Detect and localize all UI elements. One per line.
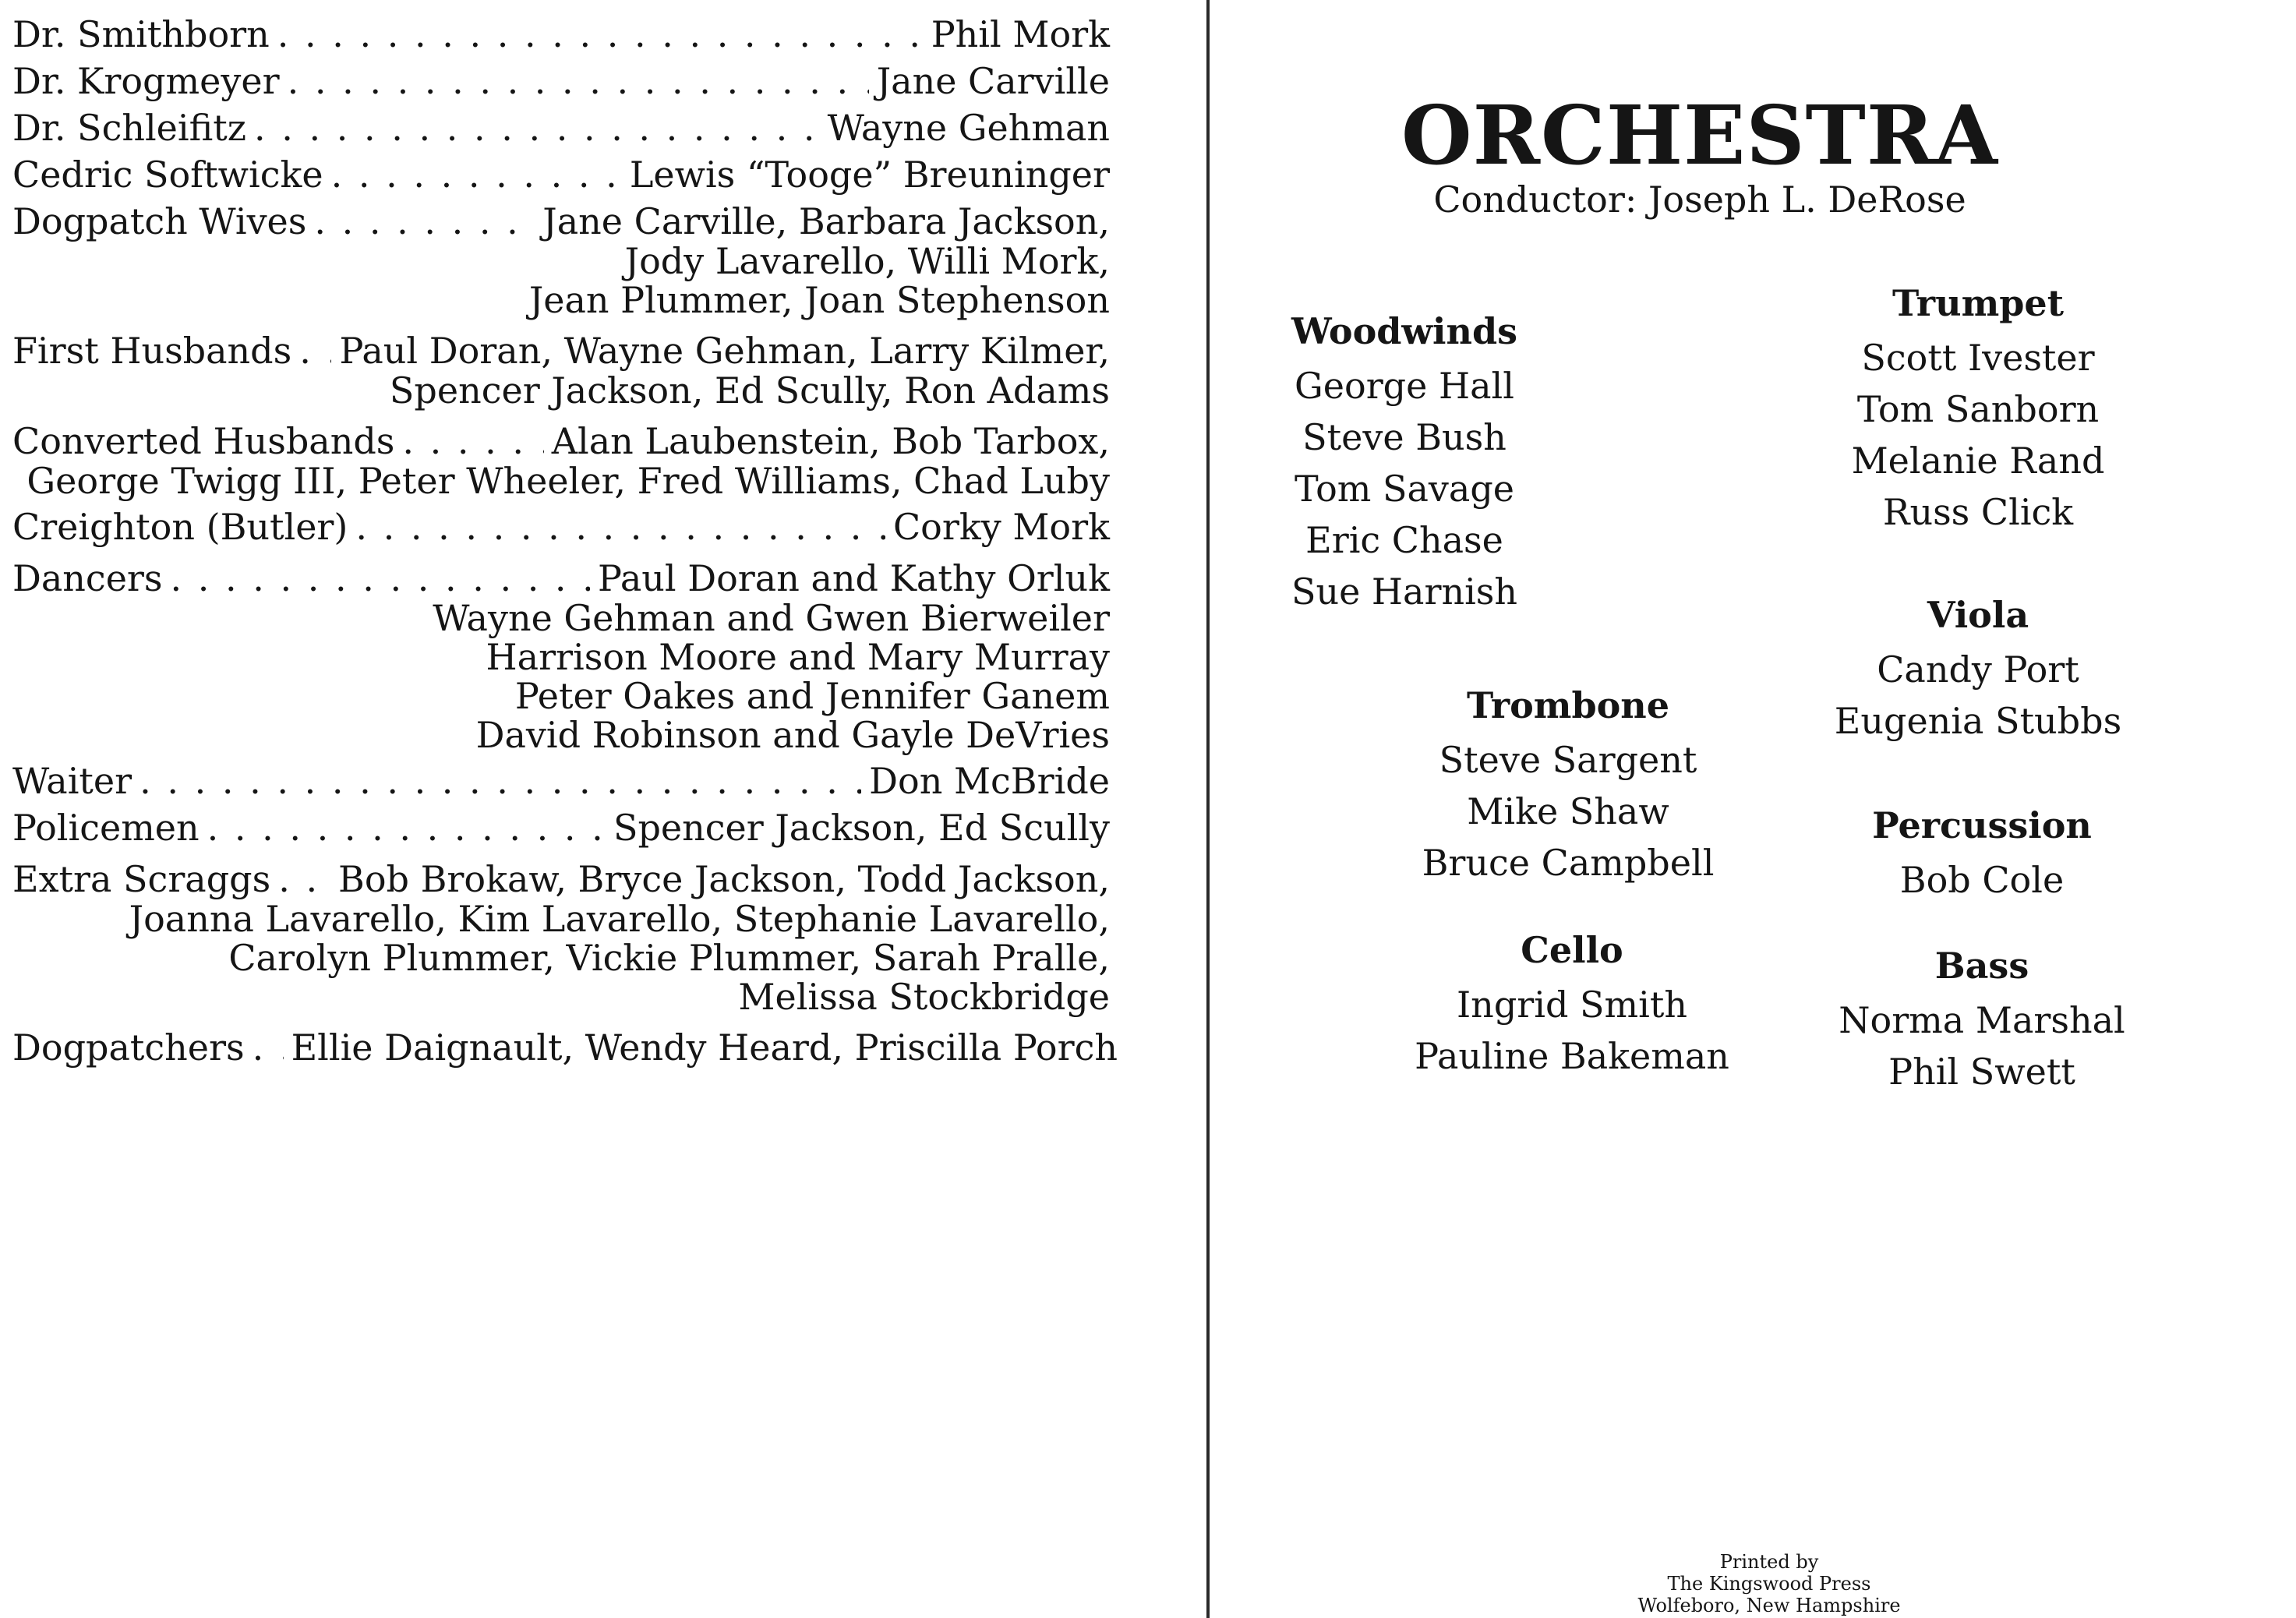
section-members (1241, 360, 1568, 617)
printer-credit (1613, 1551, 1925, 1616)
cast-actors: Jane Carville, Barbara Jackson, (542, 200, 1110, 242)
dot-leader (140, 761, 861, 801)
orchestra-member: Steve Sargent (1439, 739, 1697, 781)
section-members (1814, 332, 2142, 538)
cast-actors: Jane Carville (876, 60, 1110, 102)
section-heading: Viola (1927, 594, 2029, 636)
section-heading: Woodwinds (1291, 310, 1517, 352)
cast-role: Dr. Schleifitz (12, 107, 247, 149)
orchestra-member: Bruce Campbell (1422, 842, 1715, 884)
cast-actors: Lewis “Tooge” Breuninger (629, 154, 1110, 196)
cast-entry (12, 1026, 1118, 1069)
printer-name: The Kingswood Press (1667, 1573, 1871, 1595)
dot-leader (254, 108, 820, 148)
cast-actors: Corky Mork (892, 506, 1110, 548)
dot-leader (355, 507, 885, 547)
cast-line (12, 507, 1110, 547)
cast-role: Dogpatchers (12, 1026, 245, 1069)
dot-leader (277, 14, 924, 55)
cast-role: Policemen (12, 807, 200, 849)
cast-entry (12, 807, 1110, 848)
orchestra-member: Tom Savage (1294, 468, 1515, 510)
cast-entry (12, 859, 1110, 1016)
cast-entry (12, 14, 1110, 55)
cast-line (12, 330, 1110, 371)
dot-leader (278, 859, 330, 899)
cast-actors: Spencer Jackson, Ed Scully (613, 807, 1110, 849)
orchestra-title: ORCHESTRA (1401, 87, 1998, 183)
cast-line (12, 421, 1110, 461)
orchestra-member: Steve Bush (1302, 416, 1507, 458)
cast-actors: Paul Doran, Wayne Gehman, Larry Kilmer, (339, 330, 1110, 372)
cast-actors-continued: Carolyn Plummer, Vickie Plummer, Sarah Pralle, (228, 937, 1110, 979)
dot-leader (171, 558, 590, 599)
printer-location: Wolfeboro, New Hampshire (1637, 1595, 1901, 1616)
cast-line (12, 558, 1110, 599)
section-members (1404, 734, 1732, 888)
orchestra-member: Sue Harnish (1291, 571, 1518, 613)
orchestra-member: Scott Ivester (1861, 337, 2095, 379)
dot-leader (253, 1027, 284, 1068)
section-bass (1818, 943, 2146, 1097)
orchestra-member: Norma Marshal (1839, 999, 2125, 1041)
cast-line (12, 859, 1110, 899)
cast-actors: Phil Mork (931, 13, 1110, 55)
cast-actors-continued: Wayne Gehman and Gwen Bierweiler (433, 597, 1110, 639)
orchestra-member: Melanie Rand (1851, 440, 2105, 482)
orchestra-member: Candy Port (1877, 648, 2079, 691)
cast-list (12, 13, 1118, 1074)
cast-actors: Alan Laubenstein, Bob Tarbox, (551, 420, 1110, 462)
cast-actors-continued: Peter Oakes and Jennifer Ganem (514, 675, 1110, 717)
section-members (1408, 979, 1736, 1082)
cast-actors: Paul Doran and Kathy Orluk (597, 557, 1110, 599)
cast-line (12, 14, 1110, 55)
cast-line (12, 108, 1110, 148)
cast-role: Dogpatch Wives (12, 200, 307, 242)
orchestra-member: Ingrid Smith (1457, 984, 1687, 1026)
section-members (1814, 644, 2142, 747)
cast-actors-continued: Melissa Stockbridge (738, 976, 1110, 1018)
dot-leader (402, 421, 543, 461)
cast-entry (12, 201, 1110, 320)
orchestra-member: George Hall (1295, 365, 1514, 407)
orchestra-member: Eugenia Stubbs (1834, 700, 2122, 742)
cast-role: Dr. Smithborn (12, 13, 270, 55)
cast-line (12, 201, 1110, 242)
orchestra-member: Eric Chase (1305, 519, 1503, 561)
section-woodwinds (1241, 309, 1568, 617)
cast-line (12, 61, 1110, 101)
page-fold-divider (1206, 0, 1210, 1618)
section-heading: Trombone (1466, 684, 1670, 726)
cast-entry (12, 507, 1110, 547)
section-heading: Cello (1521, 929, 1623, 971)
cast-role: Dr. Krogmeyer (12, 60, 280, 102)
cast-line (12, 154, 1110, 195)
cast-line (12, 807, 1110, 848)
cast-actors-continued: Joanna Lavarello, Kim Lavarello, Stephanie Lavarello, (129, 898, 1110, 940)
section-trumpet (1814, 281, 2142, 538)
section-viola (1814, 592, 2142, 747)
cast-actors: Ellie Daignault, Wendy Heard, Priscilla Porch (291, 1026, 1118, 1069)
cast-actors-continued: Jody Lavarello, Willi Mork, (624, 240, 1110, 282)
section-heading: Bass (1934, 945, 2029, 987)
section-members (1818, 854, 2146, 906)
cast-role: Converted Husbands (12, 420, 395, 462)
section-heading: Percussion (1872, 804, 2092, 846)
cast-entry (12, 761, 1110, 801)
dot-leader (207, 807, 606, 848)
printer-line: Printed by (1719, 1551, 1819, 1573)
cast-actors: Bob Brokaw, Bryce Jackson, Todd Jackson, (338, 858, 1110, 900)
cast-actors-continued: George Twigg III, Peter Wheeler, Fred Williams, Chad Luby (26, 460, 1110, 502)
section-percussion (1818, 803, 2146, 906)
orchestra-member: Russ Click (1882, 491, 2074, 533)
cast-line (12, 1026, 1118, 1069)
cast-role: Creighton (Butler) (12, 506, 348, 548)
cast-role: Cedric Softwicke (12, 154, 323, 196)
dot-leader (288, 61, 869, 101)
orchestra-member: Bob Cole (1899, 859, 2065, 901)
dot-leader (314, 201, 535, 242)
cast-entry (12, 558, 1110, 754)
cast-entry (12, 108, 1110, 148)
orchestra-member: Pauline Bakeman (1415, 1035, 1729, 1077)
cast-actors-continued: Jean Plummer, Joan Stephenson (528, 279, 1110, 321)
cast-entry (12, 330, 1110, 410)
section-heading: Trumpet (1892, 282, 2064, 324)
cast-role: Waiter (12, 760, 132, 802)
cast-actors: Wayne Gehman (827, 107, 1110, 149)
dot-leader (331, 154, 622, 195)
cast-entry (12, 61, 1110, 101)
cast-actors-continued: Harrison Moore and Mary Murray (486, 636, 1110, 678)
conductor-credit: Conductor: Joseph L. DeRose (1433, 178, 1966, 221)
orchestra-member: Mike Shaw (1467, 790, 1669, 832)
cast-actors-continued: David Robinson and Gayle DeVries (475, 714, 1110, 756)
orchestra-member: Tom Sanborn (1856, 388, 2100, 430)
cast-entry (12, 421, 1110, 500)
orchestra-member: Phil Swett (1888, 1051, 2075, 1093)
cast-role: Dancers (12, 557, 163, 599)
dot-leader (299, 330, 331, 371)
cast-entry (12, 154, 1110, 195)
cast-role: Extra Scraggs (12, 858, 271, 900)
section-cello (1408, 927, 1736, 1082)
cast-actors-continued: Spencer Jackson, Ed Scully, Ron Adams (389, 369, 1110, 412)
cast-actors: Don McBride (869, 760, 1110, 802)
orchestra-page (1247, 0, 2296, 1618)
cast-line (12, 761, 1110, 801)
section-trombone (1404, 683, 1732, 888)
section-members (1818, 994, 2146, 1097)
cast-role: First Husbands (12, 330, 292, 372)
